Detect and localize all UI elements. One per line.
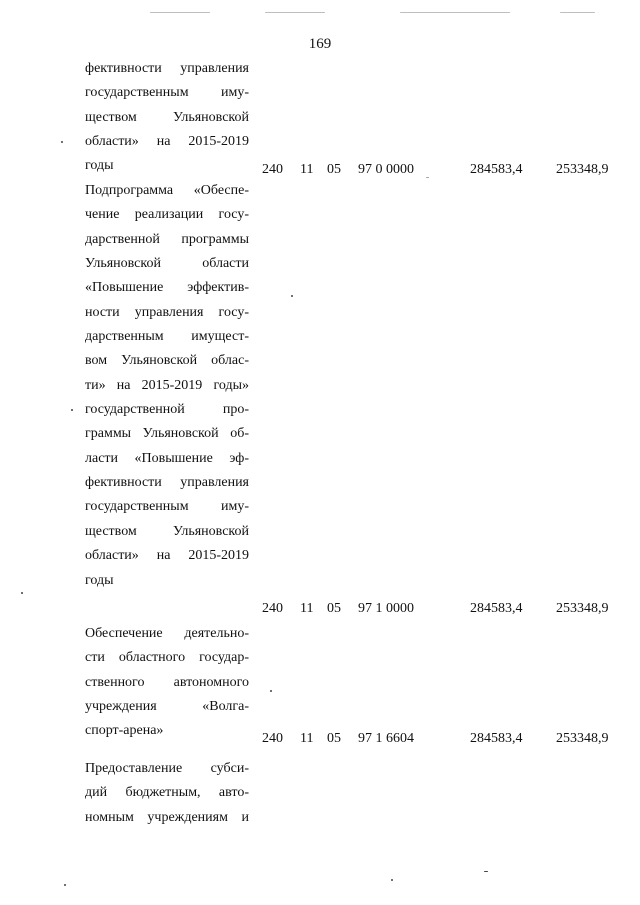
section-cell: 11 bbox=[300, 601, 314, 616]
description-line: спорт-арена» bbox=[85, 723, 164, 739]
subsection-cell: 05 bbox=[327, 162, 341, 177]
admin-code-cell: 240 bbox=[262, 731, 283, 746]
section-cell: 11 bbox=[300, 731, 314, 746]
subsection-cell: 05 bbox=[327, 601, 341, 616]
scan-speck bbox=[71, 409, 73, 411]
description-line: ственного автономного bbox=[85, 674, 249, 690]
description-line: Обеспечение деятельно- bbox=[85, 626, 249, 641]
description-line: сти областного государ- bbox=[85, 650, 249, 666]
scan-speck bbox=[426, 177, 429, 178]
sum-2020-cell: 253348,9 bbox=[556, 601, 609, 616]
description-line: фективности управления bbox=[85, 61, 249, 76]
description-line: Подпрограмма «Обеспе- bbox=[85, 183, 249, 198]
scan-speck bbox=[484, 871, 488, 872]
sum-2019-cell: 284583,4 bbox=[470, 731, 523, 746]
description-line: Ульяновской области bbox=[85, 256, 249, 272]
description-line: дарственным имущест- bbox=[85, 329, 249, 345]
description-line: области» на 2015-2019 bbox=[85, 134, 249, 150]
description-line: государственным иму- bbox=[85, 499, 249, 515]
description-line: «Повышение эффектив- bbox=[85, 280, 249, 296]
page-number: 169 bbox=[308, 36, 332, 52]
admin-code-cell: 240 bbox=[262, 601, 283, 616]
scan-speck bbox=[291, 295, 293, 297]
description-line: Предоставление субси- bbox=[85, 761, 249, 776]
target-article-cell: 97 0 0000 bbox=[358, 162, 414, 177]
row-description bbox=[85, 57, 249, 179]
description-line: годы bbox=[85, 158, 114, 174]
description-line: государственной про- bbox=[85, 402, 249, 418]
scan-speck bbox=[265, 12, 325, 13]
row-description bbox=[85, 179, 249, 593]
description-line: ществом Ульяновской bbox=[85, 109, 249, 125]
sum-2020-cell: 253348,9 bbox=[556, 162, 609, 177]
subsection-cell: 05 bbox=[327, 731, 341, 746]
description-line: чение реализации госу- bbox=[85, 207, 249, 223]
scan-speck bbox=[150, 12, 210, 13]
row-description bbox=[85, 622, 249, 744]
scan-speck bbox=[61, 141, 63, 143]
description-line: дарственной программы bbox=[85, 231, 249, 247]
description-line: фективности управления bbox=[85, 475, 249, 491]
description-line: граммы Ульяновской об- bbox=[85, 426, 249, 442]
sum-2019-cell: 284583,4 bbox=[470, 162, 523, 177]
sum-2019-cell: 284583,4 bbox=[470, 601, 523, 616]
description-line: ти» на 2015-2019 годы» bbox=[85, 377, 249, 393]
description-line: ности управления госу- bbox=[85, 304, 249, 320]
description-line: государственным иму- bbox=[85, 85, 249, 101]
row-description bbox=[85, 757, 249, 830]
scan-speck bbox=[400, 12, 510, 13]
scan-speck bbox=[21, 592, 23, 594]
target-article-cell: 97 1 0000 bbox=[358, 601, 414, 616]
sum-2020-cell: 253348,9 bbox=[556, 731, 609, 746]
scan-speck bbox=[64, 884, 66, 886]
description-line: годы bbox=[85, 572, 114, 588]
description-line: ласти «Повышение эф- bbox=[85, 450, 249, 466]
description-line: учреждения «Волга- bbox=[85, 699, 249, 715]
description-line: номным учреждениям и bbox=[85, 809, 249, 825]
scan-speck bbox=[270, 690, 272, 692]
description-line: области» на 2015-2019 bbox=[85, 548, 249, 564]
section-cell: 11 bbox=[300, 162, 314, 177]
description-line: вом Ульяновской облас- bbox=[85, 353, 249, 369]
target-article-cell: 97 1 6604 bbox=[358, 731, 414, 746]
admin-code-cell: 240 bbox=[262, 162, 283, 177]
scan-speck bbox=[391, 879, 393, 881]
description-line: ществом Ульяновской bbox=[85, 523, 249, 539]
scan-speck bbox=[560, 12, 595, 13]
description-line: дий бюджетным, авто- bbox=[85, 785, 249, 801]
